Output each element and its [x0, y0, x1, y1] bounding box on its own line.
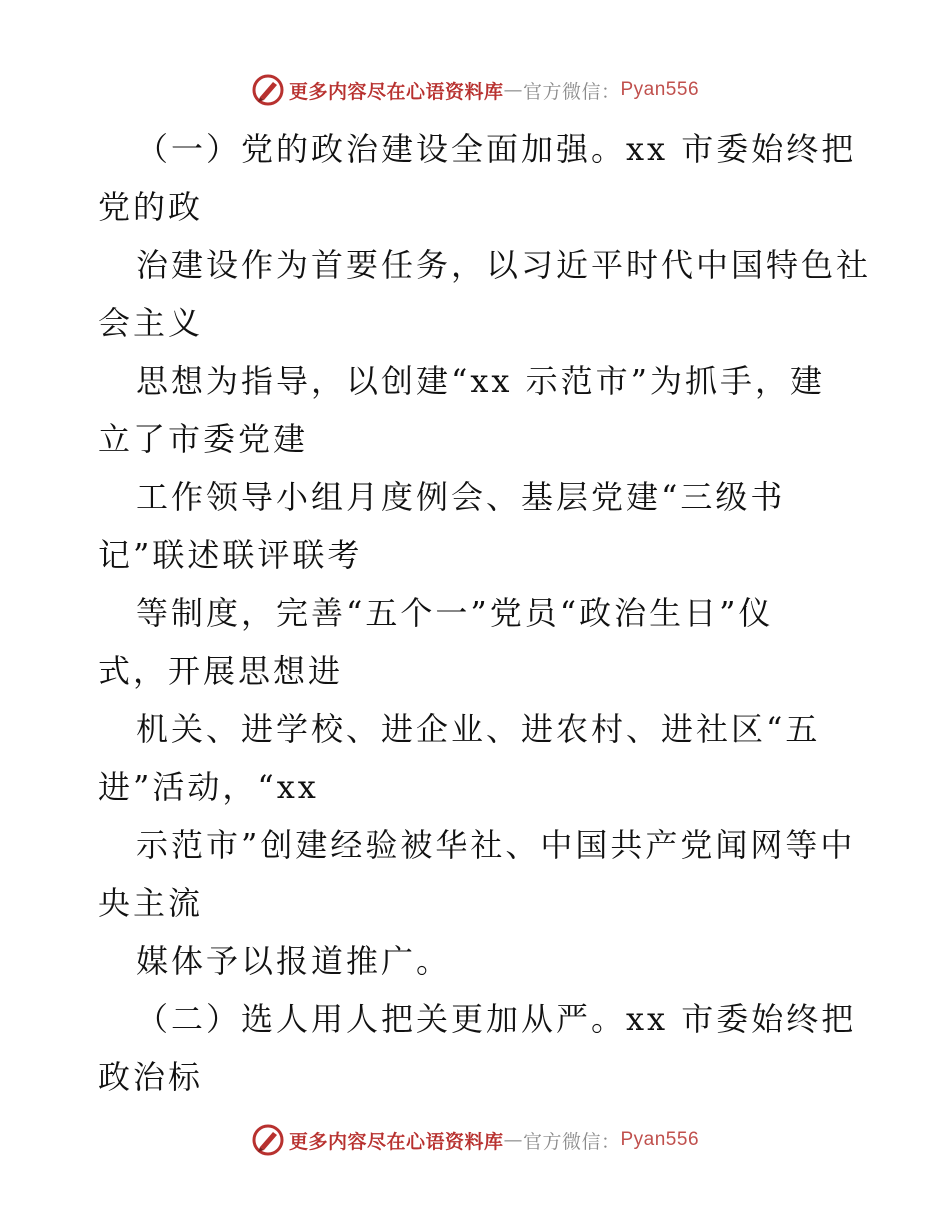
- text-line: 媒体予以报道推广。: [136, 942, 452, 980]
- text-line: （一）党的政治建设全面加强。xx 市委始终把: [136, 130, 857, 168]
- text-line: 立了市委党建: [98, 420, 309, 458]
- header-banner: [0, 70, 950, 110]
- text-line: 治建设作为首要任务，以习近平时代中国特色社: [136, 246, 872, 284]
- text-line: （二）选人用人把关更加从严。xx 市委始终把: [136, 1000, 857, 1038]
- text-line: 工作领导小组月度例会、基层党建“三级书: [136, 478, 786, 516]
- text-line: 会主义: [98, 304, 204, 342]
- footer-wechat-id: Pyan556: [620, 1129, 700, 1150]
- text-line: 示范市”创建经验被华社、中国共产党闻网等中: [136, 826, 856, 864]
- text-line: 党的政: [98, 188, 204, 226]
- footer-wechat-label: 官方微信：: [522, 1130, 621, 1153]
- footer-brand: 更多内容尽在心语资料库: [288, 1130, 504, 1153]
- text-line: 机关、进学校、进企业、进农村、进社区“五: [136, 710, 821, 748]
- footer-separator: —: [503, 1129, 523, 1151]
- header-separator: —: [503, 79, 523, 101]
- text-line: 等制度，完善“五个一”党员“政治生日”仪: [136, 594, 774, 632]
- header-wechat-id: Pyan556: [620, 79, 700, 100]
- text-line: 政治标: [98, 1058, 204, 1096]
- text-line: 进”活动，“xx: [98, 768, 319, 806]
- text-line: 思想为指导，以创建“xx 示范市”为抓手，建: [136, 362, 825, 400]
- pen-logo-icon: [251, 1123, 285, 1157]
- pen-logo-icon: [251, 73, 285, 107]
- text-line: 式，开展思想进: [98, 652, 344, 690]
- text-line: 央主流: [98, 884, 204, 922]
- header-wechat-label: 官方微信：: [522, 80, 621, 103]
- header-brand: 更多内容尽在心语资料库: [288, 80, 504, 103]
- footer-banner: [0, 1120, 950, 1160]
- text-line: 记”联述联评联考: [98, 536, 363, 574]
- document-body: [98, 120, 872, 1106]
